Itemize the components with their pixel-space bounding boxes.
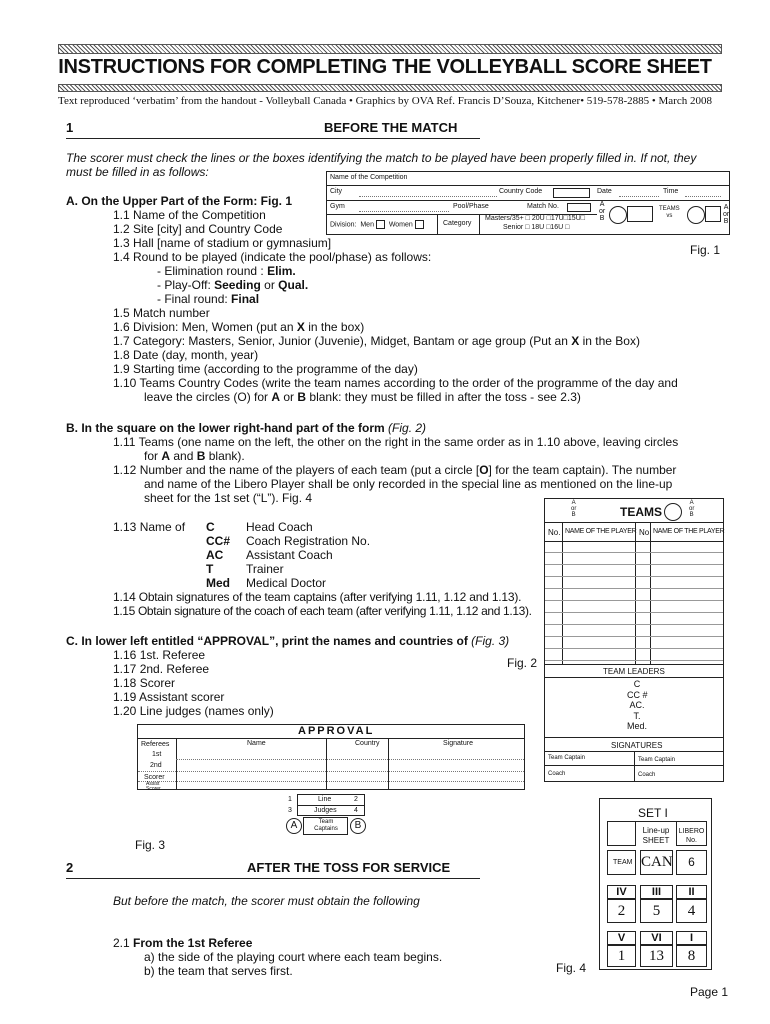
fig2-coach-right: Coach bbox=[638, 772, 656, 778]
decorative-border-bottom bbox=[58, 84, 722, 92]
fig4-num-v: 1 bbox=[607, 945, 636, 967]
subsection-c-heading: C. In lower left entitled “APPROVAL”, print the names and countries of (Fig. 3) bbox=[66, 634, 510, 648]
fig3-referees: Referees bbox=[141, 741, 170, 748]
fig4-pos-iv: IV bbox=[607, 885, 636, 899]
fig2-rule bbox=[650, 522, 651, 664]
fig1-name-of-competition: Name of the Competition bbox=[330, 174, 408, 181]
fig2-row-line bbox=[545, 552, 723, 553]
fig2-team-captain-left: Team Captain bbox=[548, 755, 586, 761]
fig3-row-scorer: Scorer bbox=[144, 774, 165, 781]
fig1-rule bbox=[437, 214, 438, 234]
item-1-7: 1.7 Category: Masters, Senior, Junior (Juvenie), Midget, Bantam or age group (Put an X in the Box) bbox=[113, 334, 640, 348]
fig4-pos-v: V bbox=[607, 931, 636, 945]
fig2-row-line bbox=[545, 660, 723, 661]
round-elimination: - Elimination round : Elim. bbox=[157, 264, 296, 278]
fig3-line: Line bbox=[318, 796, 332, 803]
fig3-rule bbox=[298, 805, 364, 806]
item-2-1: 2.1 From the 1st Referee bbox=[113, 936, 253, 950]
fig4-pos-i: I bbox=[676, 931, 707, 945]
fig1-match-box bbox=[567, 203, 591, 212]
role-name-t: Trainer bbox=[246, 562, 284, 576]
item-1-18: 1.18 Scorer bbox=[113, 676, 176, 690]
fig1-team-box-right bbox=[705, 206, 721, 222]
section-1-title: BEFORE THE MATCH bbox=[324, 120, 458, 135]
item-1-12: 1.12 Number and the name of the players of each team (put a circle [O] for the team captain). The number bbox=[113, 463, 677, 477]
item-1-3: 1.3 Hall [name of stadium or gymnasium] bbox=[113, 236, 332, 250]
fig1-team-box-left bbox=[627, 206, 653, 222]
item-1-4: 1.4 Round to be played (indicate the pool/phase) as follows: bbox=[113, 250, 432, 264]
section-1-rule bbox=[66, 138, 480, 139]
page-title: INSTRUCTIONS FOR COMPLETING THE VOLLEYBALL SCORE SHEET bbox=[58, 56, 712, 78]
fig3-dots bbox=[138, 771, 524, 772]
fig1-rule bbox=[479, 214, 480, 234]
fig3-rule bbox=[388, 738, 389, 790]
fig3-label: Fig. 3 bbox=[135, 838, 166, 852]
fig4-pos-ii: II bbox=[676, 885, 707, 899]
fig4-num-vi: 13 bbox=[640, 945, 673, 967]
fig1-form bbox=[326, 171, 730, 235]
round-final: - Final round: Final bbox=[157, 292, 260, 306]
fig4-team-box bbox=[607, 850, 636, 875]
fig2-a-or-b-right: A or B bbox=[689, 500, 695, 518]
fig4-libero: LIBERO No. bbox=[678, 828, 705, 844]
fig2-name-col-right: NAME OF THE PLAYER bbox=[653, 528, 725, 535]
item-1-8: 1.8 Date (day, month, year) bbox=[113, 348, 259, 362]
fig2-team-leaders: TEAM LEADERS bbox=[603, 667, 665, 676]
round-playoff: - Play-Off: Seeding or Qual. bbox=[157, 278, 309, 292]
subsection-a-heading: A. On the Upper Part of the Form: Fig. 1 bbox=[66, 194, 293, 208]
role-name-cc: Coach Registration No. bbox=[246, 534, 371, 548]
fig2-rule bbox=[562, 522, 563, 664]
role-code-t: T bbox=[206, 562, 214, 576]
fig1-match-no: Match No. bbox=[527, 203, 559, 210]
item-1-2: 1.2 Site [city] and Country Code bbox=[113, 222, 283, 236]
fig1-time: Time bbox=[663, 188, 679, 195]
fig2-row-line bbox=[545, 612, 723, 613]
fig4-pos-vi: VI bbox=[640, 931, 673, 945]
fig2-rule bbox=[635, 522, 636, 664]
sec2-intro: But before the match, the scorer must obtain the following bbox=[113, 894, 420, 908]
fig2-row-line bbox=[545, 600, 723, 601]
fig3-lj-4: 4 bbox=[354, 807, 358, 814]
item-1-14: 1.14 Obtain signatures of the team captains (after verifying 1.11, 1.12 and 1.13). bbox=[113, 590, 522, 604]
fig4-team-code: CAN bbox=[640, 850, 673, 875]
fig2-no-right: No. bbox=[639, 528, 652, 537]
section-2-title: AFTER THE TOSS FOR SERVICE bbox=[247, 860, 451, 875]
fig3-rule bbox=[138, 738, 524, 739]
fig1-date: Date bbox=[597, 188, 612, 195]
item-1-11: 1.11 Teams (one name on the left, the other on the right in the same order as in 1.10 above, leaving circles bbox=[113, 435, 679, 449]
item-1-5: 1.5 Match number bbox=[113, 306, 210, 320]
item-1-16: 1.16 1st. Referee bbox=[113, 648, 206, 662]
fig4-lineup-form bbox=[599, 798, 712, 970]
fig3-lj-3: 3 bbox=[288, 807, 292, 814]
item-1-17: 1.17 2nd. Referee bbox=[113, 662, 210, 676]
fig3-circle-b: B bbox=[350, 818, 366, 834]
fig4-team: TEAM bbox=[613, 859, 633, 866]
section-2-number: 2 bbox=[66, 860, 74, 875]
fig1-senior: Senior □ 18U □16U □ bbox=[503, 224, 570, 231]
fig1-gym: Gym bbox=[330, 203, 345, 210]
fig1-pool-phase: Pool/Phase bbox=[453, 203, 489, 210]
fig2-rule bbox=[545, 677, 723, 678]
item-1-10-cont: leave the circles (O) for A or B blank: they must be filled in after the toss - see 2.3) bbox=[144, 390, 581, 404]
fig1-gym-line bbox=[359, 211, 449, 212]
fig2-rule bbox=[545, 541, 723, 542]
item-2-1-b: b) the team that serves first. bbox=[144, 964, 293, 978]
fig3-signature-col: Signature bbox=[443, 740, 473, 747]
fig1-a-or-b-left: A or B bbox=[599, 201, 606, 222]
fig3-row-assist-scorer: Assist Scorer bbox=[146, 781, 161, 792]
fig2-rule bbox=[545, 737, 723, 738]
fig3-rule bbox=[326, 738, 327, 790]
subsection-b-heading: B. In the square on the lower right-hand part of the form (Fig. 2) bbox=[66, 421, 427, 435]
role-code-c: C bbox=[206, 520, 215, 534]
item-2-1-a: a) the side of the playing court where each team begins. bbox=[144, 950, 443, 964]
fig4-libero-no: 6 bbox=[676, 850, 707, 875]
sec1-intro-line1: The scorer must check the lines or the boxes identifying the match to be played have been properly filled in. If not, they bbox=[66, 151, 697, 165]
fig1-city-line bbox=[359, 196, 497, 197]
fig3-judges: Judges bbox=[314, 807, 337, 814]
fig1-masters: Masters/35+ □ 20U □17U□15U□ bbox=[485, 215, 585, 222]
fig3-row-2nd: 2nd bbox=[150, 762, 162, 769]
fig3-lj-1: 1 bbox=[288, 796, 292, 803]
fig3-team-captains-box bbox=[303, 817, 348, 835]
fig3-line-judges-box bbox=[288, 794, 365, 816]
fig1-team-circle-left bbox=[609, 206, 627, 224]
fig2-name-col-left: NAME OF THE PLAYER bbox=[565, 528, 637, 535]
fig1-a-or-b-right: A or B bbox=[723, 204, 730, 225]
fig3-approval-form bbox=[137, 724, 525, 790]
fig2-circle bbox=[664, 503, 682, 521]
item-1-10: 1.10 Teams Country Codes (write the team names according to the order of the programme of the day and bbox=[113, 376, 678, 390]
item-1-6: 1.6 Division: Men, Women (put an X in the box) bbox=[113, 320, 365, 334]
item-1-15: 1.15 Obtain signature of the coach of each team (after verifying 1.11, 1.12 and 1.13). bbox=[113, 604, 532, 618]
fig3-circle-a: A bbox=[286, 818, 302, 834]
fig2-row-line bbox=[545, 636, 723, 637]
role-name-ac: Assistant Coach bbox=[246, 548, 333, 562]
fig3-dots bbox=[176, 759, 524, 760]
sec1-intro-line2: must be filled in as follows: bbox=[66, 165, 209, 179]
fig3-name-col: Name bbox=[247, 740, 266, 747]
item-1-12-cont1: and name of the Libero Player shall be only recorded in the special line as mentioned on the line-up bbox=[144, 477, 673, 491]
item-1-11-cont: for A and B blank). bbox=[144, 449, 245, 463]
item-1-19: 1.19 Assistant scorer bbox=[113, 690, 225, 704]
fig3-team-captains: Team Captains bbox=[314, 819, 338, 832]
fig1-team-circle-right bbox=[687, 206, 705, 224]
fig4-set: SET I bbox=[638, 806, 668, 820]
fig2-row-line bbox=[545, 564, 723, 565]
fig4-pos-iii: III bbox=[640, 885, 673, 899]
fig3-country-col: Country bbox=[355, 740, 380, 747]
fig1-rule bbox=[327, 200, 729, 201]
fig2-rule bbox=[545, 765, 723, 766]
fig2-rule bbox=[545, 664, 723, 665]
role-code-med: Med bbox=[206, 576, 230, 590]
section-1-number: 1 bbox=[66, 120, 74, 135]
fig2-a-or-b-left: A or B bbox=[571, 500, 577, 518]
fig1-country-box bbox=[553, 188, 590, 198]
fig4-lineup-sheet: Line-up SHEET bbox=[642, 826, 670, 845]
fig4-num-iii: 5 bbox=[640, 899, 673, 923]
item-1-1: 1.1 Name of the Competition bbox=[113, 208, 266, 222]
item-1-13: 1.13 Name of bbox=[113, 520, 186, 534]
role-code-ac: AC bbox=[206, 548, 224, 562]
fig2-row-line bbox=[545, 576, 723, 577]
fig1-country-code: Country Code bbox=[499, 188, 543, 195]
fig2-leaders-list: C CC # AC. T. Med. bbox=[627, 679, 648, 731]
fig1-city: City bbox=[330, 188, 343, 195]
item-1-9: 1.9 Starting time (according to the programme of the day) bbox=[113, 362, 418, 376]
fig2-rule bbox=[634, 751, 635, 781]
fig2-coach-left: Coach bbox=[548, 771, 566, 777]
fig1-teams-vs: TEAMS vs bbox=[659, 206, 680, 219]
fig3-dots bbox=[138, 781, 524, 782]
fig4-num-ii: 4 bbox=[676, 899, 707, 923]
fig3-title: APPROVAL bbox=[298, 725, 375, 737]
fig1-label: Fig. 1 bbox=[690, 243, 721, 257]
fig4-libero-box bbox=[676, 821, 707, 846]
fig3-row-1st: 1st bbox=[152, 751, 162, 758]
fig2-team-captain-right: Team Captain bbox=[638, 757, 676, 763]
fig1-category: Category bbox=[443, 220, 472, 227]
fig2-form bbox=[544, 498, 724, 782]
role-name-med: Medical Doctor bbox=[246, 576, 327, 590]
fig3-rule bbox=[176, 738, 177, 790]
page-subtitle: Text reproduced ‘verbatim’ from the handout - Volleyball Canada • Graphics by OVA Ref. Francis D’Souza, Kitchener• 519-578-2885 • March 2008 bbox=[58, 95, 712, 107]
role-name-c: Head Coach bbox=[246, 520, 313, 534]
fig4-num-iv: 2 bbox=[607, 899, 636, 923]
fig3-lj-2: 2 bbox=[354, 796, 358, 803]
item-1-20: 1.20 Line judges (names only) bbox=[113, 704, 274, 718]
fig1-rule bbox=[327, 185, 729, 186]
fig2-no-left: No. bbox=[548, 528, 561, 537]
page-number: Page 1 bbox=[690, 985, 729, 999]
section-2-rule bbox=[66, 878, 480, 879]
fig1-division: Division: Men Women bbox=[330, 220, 424, 229]
decorative-border-top bbox=[58, 44, 722, 54]
fig1-date-line bbox=[619, 196, 659, 197]
fig2-row-line bbox=[545, 624, 723, 625]
fig2-label: Fig. 2 bbox=[507, 656, 538, 670]
fig2-signatures: SIGNATURES bbox=[611, 741, 663, 750]
fig2-rule bbox=[545, 522, 723, 523]
fig2-teams: TEAMS bbox=[620, 505, 662, 519]
role-code-cc: CC# bbox=[206, 534, 231, 548]
fig4-blank-box bbox=[607, 821, 636, 846]
fig2-row-line bbox=[545, 648, 723, 649]
fig1-time-line bbox=[685, 196, 721, 197]
fig2-row-line bbox=[545, 588, 723, 589]
item-1-12-cont2: sheet for the 1st set (“L”). Fig. 4 bbox=[144, 491, 313, 505]
fig4-num-i: 8 bbox=[676, 945, 707, 967]
fig4-label: Fig. 4 bbox=[556, 961, 587, 975]
